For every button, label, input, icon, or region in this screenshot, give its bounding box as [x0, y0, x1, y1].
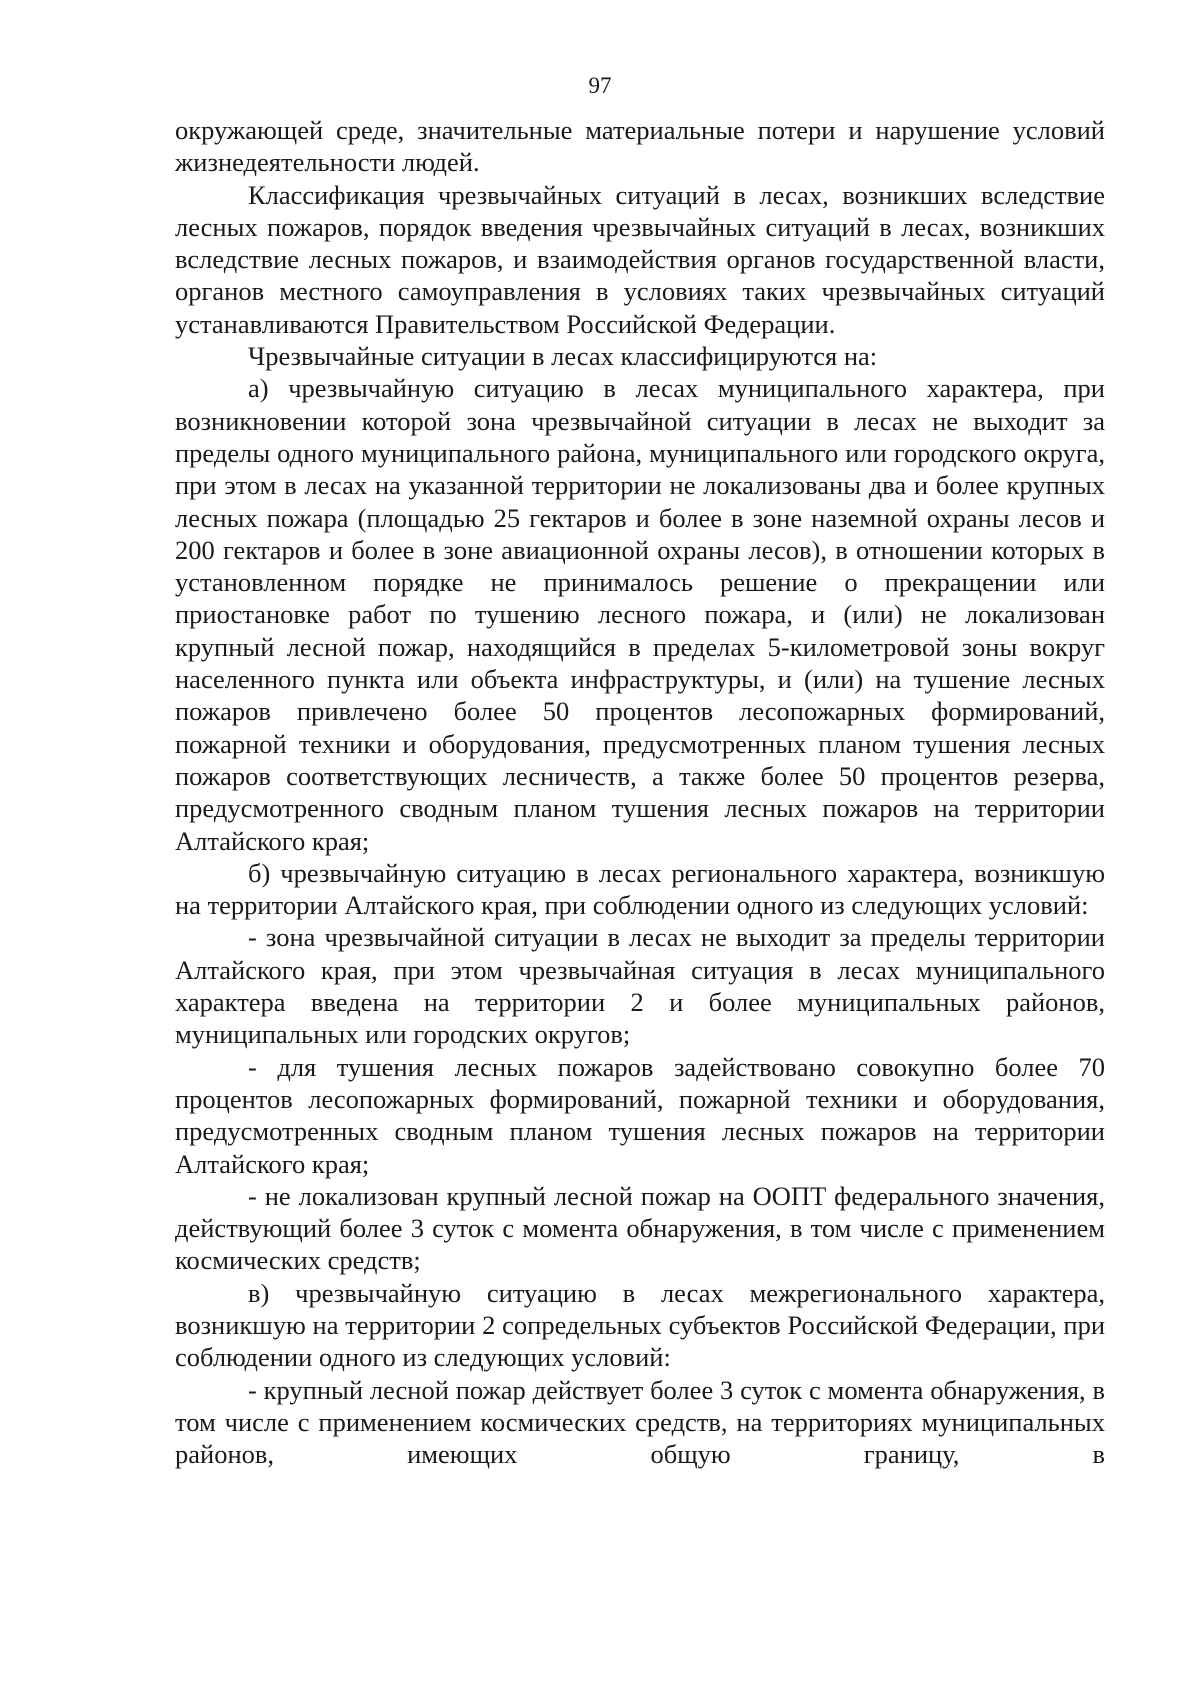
paragraph-classification-intro: Чрезвычайные ситуации в лесах классифицируются на:	[248, 341, 878, 372]
paragraph-item-a-municipal: а) чрезвычайную ситуацию в лесах муниципального характера, при возникновении которой зона чрезвычайной ситуации в лесах не выходит за пределы одного муниципального района, муниципального или городского округа, при этом в лесах на указанной территории не локализованы два и более крупных лесных пожара (площадью 25 гектаров и более в зоне наземной охраны лесов и 200 гектаров и более в зоне авиационной охраны лесов), в отношении которых в установленном порядке не принималось решение о прекращении или приостановке работ по тушению лесного пожара, и (или) не локализован крупный лесной пожар, находящийся в пределах 5-километровой зоны вокруг населенного пункта или объекта инфраструктуры, и (или) на тушение лесных пожаров привлечено более 50 процентов лесопожарных формирований, пожарной техники и оборудования, предусмотренных планом тушения лесных пожаров соответствующих лесничеств, а также более 50 процентов резерва, предусмотренного сводным планом тушения лесных пожаров на территории Алтайского края;	[175, 373, 1105, 856]
paragraph-b-condition-2: - для тушения лесных пожаров задействовано совокупно более 70 процентов лесопожарных формирований, пожарной техники и оборудования, предусмотренных сводным планом тушения лесных пожаров на территории Алтайского края;	[175, 1051, 1105, 1179]
paragraph-classification-rules: Классификация чрезвычайных ситуаций в лесах, возникших вследствие лесных пожаров, порядок введения чрезвычайных ситуаций в лесах, возникших вследствие лесных пожаров, и взаимодействия органов государственной власти, органов местного самоуправления в условиях таких чрезвычайных ситуаций устанавливаются Правительством Российской Федерации.	[175, 179, 1105, 339]
paragraph-continuation: окружающей среде, значительные материальные потери и нарушение условий жизнедеятельности людей.	[175, 115, 1105, 178]
page-number: 97	[588, 73, 612, 98]
paragraph-item-b-regional: б) чрезвычайную ситуацию в лесах регионального характера, возникшую на территории Алтайского края, при соблюдении одного из следующих условий:	[175, 857, 1105, 921]
paragraph-v-condition-1: - крупный лесной пожар действует более 3 суток с момента обнаружения, в том числе с применением космических средств, на территориях муниципальных районов, имеющих общую границу, в	[175, 1374, 1105, 1470]
paragraph-item-v-interregional: в) чрезвычайную ситуацию в лесах межрегионального характера, возникшую на территории 2 сопредельных субъектов Российской Федерации, при соблюдении одного из следующих условий:	[175, 1277, 1105, 1373]
document-body	[175, 114, 1105, 1470]
paragraph-b-condition-1: - зона чрезвычайной ситуации в лесах не выходит за пределы территории Алтайского края, при этом чрезвычайная ситуация в лесах муниципального характера введена на территории 2 и более муниципальных районов, муниципальных или городских округов;	[175, 922, 1105, 1050]
paragraph-b-condition-3: - не локализован крупный лесной пожар на ООПТ федерального значения, действующий более 3 суток с момента обнаружения, в том числе с применением космических средств;	[175, 1180, 1105, 1276]
